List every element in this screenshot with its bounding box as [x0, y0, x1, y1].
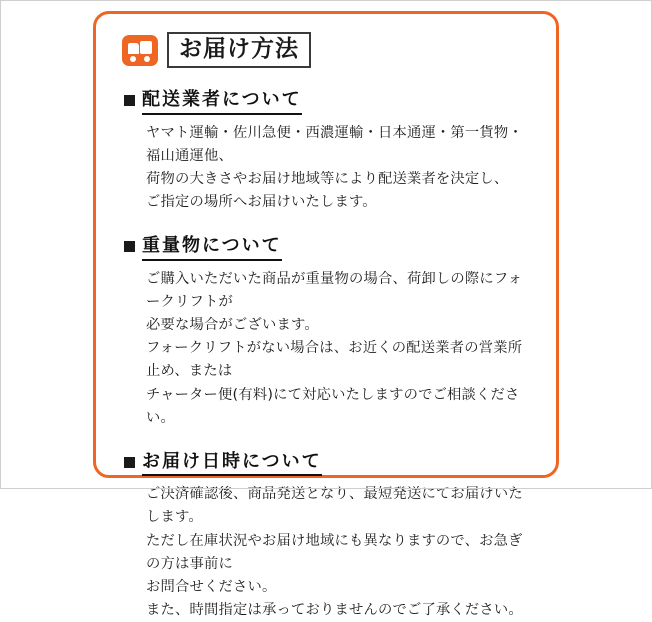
body-line: ご決済確認後、商品発送となり、最短発送にてお届けいたします。	[146, 486, 523, 526]
truck-wheel-rear-shape	[144, 56, 150, 62]
square-bullet-icon	[124, 457, 135, 468]
truck-wheel-front-shape	[130, 56, 136, 62]
section-heavy-goods-body	[124, 268, 534, 430]
body-line: フォークリフトがない場合は、お近くの配送業者の営業所止め、または	[146, 340, 523, 380]
section-carrier	[118, 88, 534, 214]
section-carrier-title: 配送業者について	[142, 88, 302, 114]
section-heavy-goods	[118, 234, 534, 429]
body-line: お問合せください。	[146, 578, 277, 595]
square-bullet-icon	[124, 95, 135, 106]
delivery-truck-icon	[122, 35, 158, 66]
section-carrier-body	[124, 122, 534, 215]
section-heavy-goods-title: 重量物について	[142, 234, 282, 260]
body-line: 荷物の大きさやお届け地域等により配送業者を決定し、	[146, 171, 509, 188]
truck-cab-shape	[128, 43, 139, 54]
body-line: ご購入いただいた商品が重量物の場合、荷卸しの際にフォークリフトが	[146, 270, 523, 310]
delivery-method-card	[93, 11, 559, 619]
section-delivery-datetime-body	[124, 483, 534, 622]
body-line: ご指定の場所へお届けいたします。	[146, 194, 377, 211]
body-line: ただし在庫状況やお届け地域にも異なりますので、お急ぎの方は事前に	[146, 532, 523, 572]
body-line: 必要な場合がございます。	[146, 317, 319, 334]
truck-body-shape	[140, 41, 152, 54]
section-delivery-datetime	[118, 450, 534, 622]
square-bullet-icon	[124, 241, 135, 252]
section-carrier-head	[124, 88, 534, 114]
card-title-row	[122, 32, 534, 68]
body-line: また、時間指定は承っておりませんのでご了承ください。	[146, 602, 523, 619]
section-heavy-goods-head	[124, 234, 534, 260]
card-inner	[96, 14, 556, 619]
body-line: チャーター便(有料)にて対応いたしますのでご相談ください。	[146, 386, 520, 426]
body-line: ヤマト運輸・佐川急便・西濃運輸・日本通運・第一貨物・福山通運他、	[146, 124, 523, 164]
page-title: お届け方法	[167, 32, 311, 68]
section-delivery-datetime-title: お届け日時について	[142, 450, 322, 476]
section-delivery-datetime-head	[124, 450, 534, 476]
